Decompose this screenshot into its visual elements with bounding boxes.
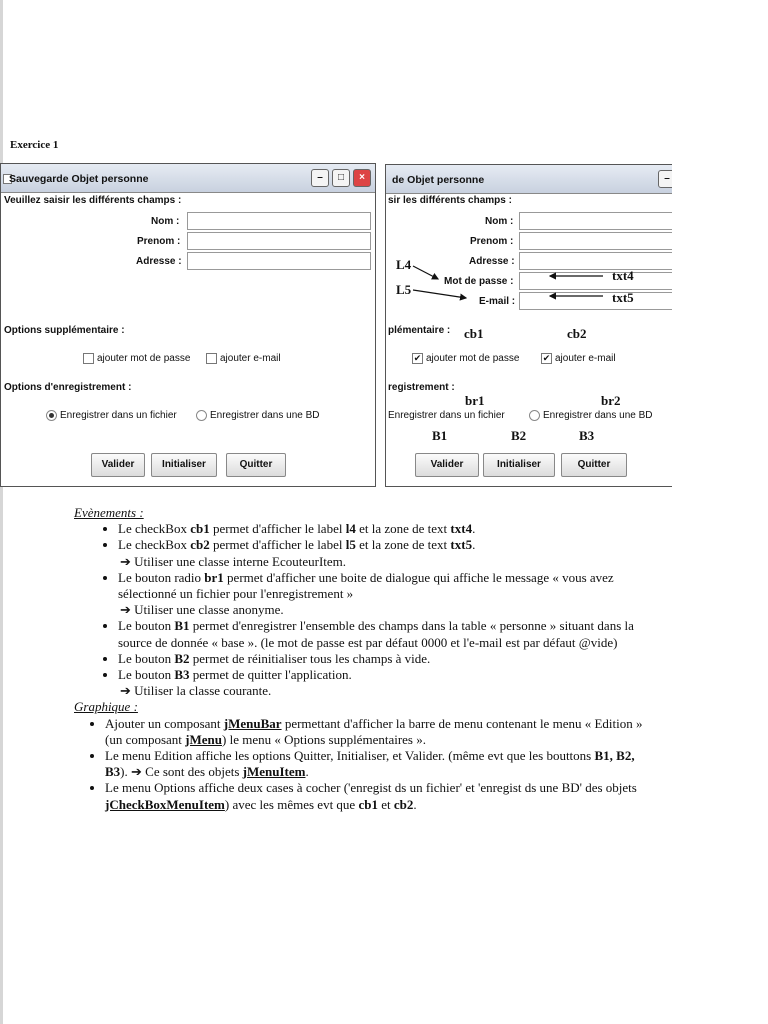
arrow-l5 (413, 290, 466, 298)
graphics-title: Graphique : (74, 699, 138, 715)
text: permettant d'afficher la barre de menu contenant le menu « Edition » (un composant (105, 715, 643, 747)
text: B2 (174, 650, 190, 666)
text: l5 (345, 537, 356, 553)
checkbox-checked-icon[interactable]: ✔ (542, 353, 551, 363)
graphics-list (74, 716, 654, 813)
checkbox-email-label: ajouter e-mail (555, 353, 616, 365)
instructions-label: Veuillez saisir les différents champs : (4, 195, 182, 206)
quitter-button[interactable]: Quitter (561, 453, 627, 477)
text: cb2 (393, 796, 414, 812)
window-right-title: de Objet personne (392, 174, 485, 186)
password-label: Mot de passe : (444, 276, 514, 287)
save-options-header: Options d'enregistrement : (4, 382, 132, 393)
options-header: plémentaire : (388, 325, 451, 336)
annotation-cb2: cb2 (567, 326, 587, 341)
text: Le bouton (118, 650, 175, 666)
valider-button[interactable]: Valider (415, 453, 479, 477)
annotation-l4: L4 (396, 257, 412, 272)
text: br1 (204, 569, 224, 585)
text: Le checkBox (118, 537, 191, 553)
text: Le bouton radio (118, 569, 205, 585)
note: ➔ Utiliser la classe courante. (120, 683, 272, 699)
checkbox-password-label: ajouter mot de passe (426, 353, 520, 365)
text: B1 (174, 618, 190, 634)
text: jMenuBar (223, 715, 282, 731)
text: Ajouter un composant (105, 715, 224, 731)
text: permet d'afficher une boite de dialogue qui affiche le message « vous avez sélectionné un fichier pour l'enregistrement » (118, 569, 614, 602)
checkbox-checked-icon[interactable]: ✔ (413, 353, 422, 363)
save-options-header: registrement : (388, 382, 455, 393)
document-body (74, 505, 654, 813)
minimize-icon[interactable]: – (658, 170, 672, 188)
text: txt5 (450, 537, 473, 553)
annotation-txt5: txt5 (612, 290, 634, 305)
close-icon[interactable]: × (353, 169, 371, 187)
instructions-label: sir les différents champs : (388, 195, 512, 206)
note: ➔ Utiliser une classe anonyme. (120, 602, 284, 618)
prenom-label: Prenom : (137, 236, 181, 247)
list-item (105, 748, 654, 780)
text: cb2 (190, 537, 210, 553)
text: . (472, 537, 476, 553)
radio-db-label: Enregistrer dans une BD (210, 410, 320, 422)
text: et (377, 796, 394, 812)
text: cb1 (358, 796, 378, 812)
events-list (74, 521, 654, 699)
text: ) le menu « Options supplémentaires ». (222, 731, 426, 747)
list-item (118, 537, 654, 569)
text: permet d'afficher le label (209, 537, 346, 553)
nom-label: Nom : (485, 216, 514, 227)
text: et la zone de text (355, 537, 451, 553)
list-item (105, 780, 654, 812)
text: jCheckBoxMenuItem (105, 796, 225, 812)
radio-file-label: Enregistrer dans un fichier (60, 410, 177, 422)
arrow-l4 (413, 266, 438, 279)
checkbox-password-label: ajouter mot de passe (97, 353, 191, 365)
list-item (118, 667, 654, 699)
radio-db-label: Enregistrer dans une BD (543, 410, 653, 422)
window-left-title: Sauvegarde Objet personne (9, 173, 149, 185)
radio-file-label: Enregistrer dans un fichier (388, 410, 505, 421)
annotation-b2: B2 (511, 428, 527, 443)
list-item (105, 716, 654, 748)
nom-label: Nom : (151, 216, 180, 227)
initialiser-button[interactable]: Initialiser (483, 453, 555, 477)
text: Le bouton (118, 667, 175, 683)
text: cb1 (190, 521, 210, 537)
text: Le menu Edition affiche les options Quitter, Initialiser, et Valider. (même evt que les bouttons (105, 748, 595, 764)
options-header: Options supplémentaire : (4, 325, 125, 336)
text: txt4 (450, 521, 473, 537)
text: l4 (345, 521, 356, 537)
text: permet de réinitialiser tous les champs à vide. (189, 650, 431, 666)
text: . (413, 796, 417, 812)
note: ➔ Utiliser une classe interne EcouteurItem. (120, 553, 347, 569)
list-item (118, 521, 654, 537)
list-item (118, 618, 654, 650)
text: Le menu Options affiche deux cases à cocher ('enregist ds un fichier' et 'enregist ds une BD' des objets (105, 780, 637, 796)
quitter-button[interactable]: Quitter (226, 453, 286, 477)
adresse-label: Adresse : (136, 256, 182, 267)
checkbox-email-label: ajouter e-mail (220, 353, 281, 365)
events-title: Evènements : (74, 505, 144, 520)
text: . (305, 764, 309, 780)
valider-button[interactable]: Valider (91, 453, 145, 477)
annotation-l5: L5 (396, 282, 412, 297)
text: permet de quitter l'application. (189, 667, 352, 683)
minimize-icon[interactable]: – (311, 169, 329, 187)
text: . (472, 521, 476, 537)
annotation-br2: br2 (601, 393, 621, 408)
text: ) avec les mêmes evt que (224, 796, 359, 812)
text: Le bouton (118, 618, 175, 634)
text: B1, B2, B3 (105, 748, 635, 780)
text: permet d'enregistrer l'ensemble des champs dans la table « personne » situant dans la source de donnée « base ». (le mot de passe est par défaut 0000 et l'e-mail est par défaut @vide) (118, 618, 634, 650)
annotation-b3: B3 (579, 428, 595, 443)
text: B3 (174, 667, 190, 683)
maximize-icon[interactable]: □ (332, 169, 350, 187)
exercise-title: Exercice 1 (10, 139, 59, 151)
adresse-label: Adresse : (469, 256, 515, 267)
annotation-br1: br1 (465, 393, 485, 408)
text: permet d'afficher le label (209, 521, 346, 537)
list-item (118, 651, 654, 667)
email-label: E-mail : (479, 296, 516, 307)
text: Le checkBox (118, 521, 191, 537)
annotation-cb1: cb1 (464, 326, 484, 341)
initialiser-button[interactable]: Initialiser (151, 453, 217, 477)
annotation-txt4: txt4 (612, 268, 634, 283)
text: jMenuItem (242, 764, 306, 780)
annotation-b1: B1 (432, 428, 448, 443)
list-item (118, 570, 654, 619)
text: jMenu (185, 731, 222, 747)
text: et la zone de text (355, 521, 451, 537)
prenom-label: Prenom : (470, 236, 514, 247)
text: ). ➔ Ce sont des objets (120, 764, 243, 780)
